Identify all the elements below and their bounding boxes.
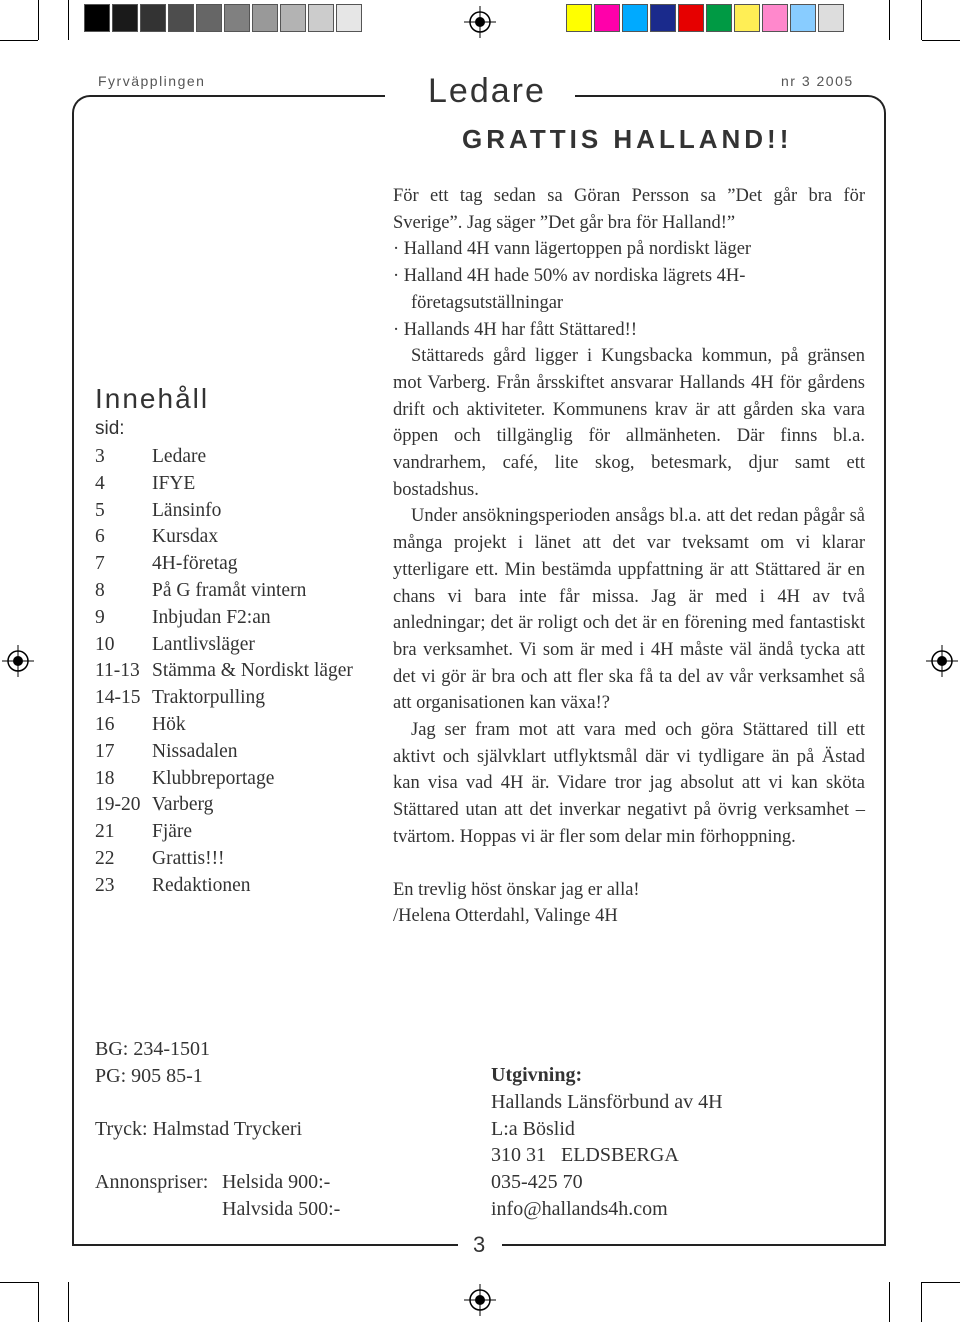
frame-bottom-left-line xyxy=(72,1244,458,1246)
gray-swatch xyxy=(140,4,166,32)
printer-info: Tryck: Halmstad Tryckeri xyxy=(95,1118,303,1140)
toc-item xyxy=(95,657,353,684)
toc-page: 4 xyxy=(95,472,105,494)
crop-mark-tl-v xyxy=(38,0,39,40)
crop-mark-br2-v xyxy=(889,1282,890,1322)
publisher-heading: Utgivning: xyxy=(491,1064,583,1086)
toc-page: 7 xyxy=(95,553,105,575)
toc-title: Fjäre xyxy=(152,821,193,843)
article-body xyxy=(393,183,865,930)
gray-swatch xyxy=(280,4,306,32)
crop-mark-tr-v xyxy=(921,0,922,40)
article-paragraph: Under ansökningsperioden ansågs bl.a. att det redan pågår så många projekt i länet att det var tveksamt om vi klarar ytterligare ett. Min bestämda uppfattning är att Stättared är en chans vi bara inte får missa. Jag är med i 4H av två anledningar; det är roligt och det är en förening med fantastiskt bra verksamhet. Vi som är med i 4H måste väl ändå tycka att det vi gör är bra och att fler ska få ta del av vår verksamhet så att organisationen kan växa!? xyxy=(393,506,865,714)
toc-page: 3 xyxy=(95,446,105,467)
frame-left-lower xyxy=(72,1150,74,1246)
issue-number: nr 3 2005 xyxy=(781,73,854,89)
toc-title: På G framåt vintern xyxy=(152,580,307,601)
toc-item xyxy=(95,872,251,899)
toc-page: 18 xyxy=(95,767,115,789)
crop-mark-tr-h xyxy=(922,40,960,41)
toc-item xyxy=(95,791,213,818)
gray-swatch xyxy=(112,4,138,32)
crop-mark-tl-h xyxy=(0,40,38,41)
registration-mark-right xyxy=(926,645,958,677)
toc-page: 10 xyxy=(95,633,115,655)
toc-page: 11-13 xyxy=(95,660,140,682)
toc-item xyxy=(95,845,225,872)
gray-swatch xyxy=(168,4,194,32)
toc-item xyxy=(95,497,221,524)
publisher-line: 035-425 70 xyxy=(491,1171,583,1193)
toc-title: Ledare xyxy=(152,446,207,467)
crop-mark-br-v xyxy=(921,1282,922,1322)
ad-prices-label: Annonspriser: xyxy=(95,1171,209,1193)
publisher-email: info@hallands4h.com xyxy=(491,1198,668,1220)
crop-mark-tr2-v xyxy=(889,0,890,40)
color-swatch xyxy=(818,4,844,32)
article-bullet: · Halland 4H vann lägertoppen på nordiskt läger xyxy=(393,239,752,260)
toc-item xyxy=(95,604,271,631)
toc-item xyxy=(95,550,238,577)
gray-swatch xyxy=(308,4,334,32)
toc-title: Stämma & Nordiskt läger xyxy=(152,660,353,682)
toc-item xyxy=(95,631,255,658)
toc-title: Inbjudan F2:an xyxy=(152,606,271,628)
section-title: Ledare xyxy=(420,72,554,111)
toc-page: 14-15 xyxy=(95,687,141,709)
frame-right-lower xyxy=(884,1150,886,1246)
toc-item xyxy=(95,523,218,550)
gray-swatch xyxy=(224,4,250,32)
color-swatch xyxy=(678,4,704,32)
article-closing: En trevlig höst önskar jag er alla! xyxy=(393,879,640,900)
toc-page: 21 xyxy=(95,821,115,843)
registration-mark-bottom xyxy=(464,1284,496,1316)
toc-page: 23 xyxy=(95,874,115,896)
article-paragraph: Jag ser fram mot att vara med och göra Stättared till ett aktivt och självklart utflyktsmål där vi tydligare än på Ästad kan visa vad 4H är. Vidare tror jag absolut att vi kan sköta Stättared utan att det inverkar negativt på övrig verksamhet – tvärtom. Hoppas vi är fler som delar min förhoppning. xyxy=(393,720,865,847)
gray-swatch xyxy=(336,4,362,32)
toc-item xyxy=(95,443,206,470)
registration-mark-top xyxy=(464,6,496,38)
article-paragraph: Stättareds gård ligger i Kungsbacka kommun, på gränsen mot Varberg. Från årsskiftet ansvarar Hallands 4H för gårdens drift och aktiviteter. Kommunens krav är att gården ska vara öppen och tillgänglig för allmänheten. Där finns bl.a. vandrarhem, café, lite skog, betesmark, djur samt ett bostadshus. xyxy=(393,346,865,500)
toc-title: IFYE xyxy=(152,472,196,494)
color-swatch xyxy=(734,4,760,32)
gray-swatch xyxy=(252,4,278,32)
crop-mark-bl-v xyxy=(38,1282,39,1322)
toc-title: Lantlivsläger xyxy=(152,633,255,655)
article-bullet: · Halland 4H hade 50% av nordiska lägrets 4H-företagsutställningar xyxy=(393,266,746,313)
color-swatch xyxy=(566,4,592,32)
toc-page: 16 xyxy=(95,714,115,735)
gray-swatch xyxy=(196,4,222,32)
color-swatch xyxy=(762,4,788,32)
toc-page: 6 xyxy=(95,526,105,548)
publication-name: Fyrväpplingen xyxy=(98,73,206,89)
toc-title: 4H-företag xyxy=(152,553,238,575)
color-swatch xyxy=(622,4,648,32)
toc-page: 19-20 xyxy=(95,794,141,816)
publisher-line: 310 31 ELDSBERGA xyxy=(491,1144,679,1166)
frame-bottom-right-line xyxy=(502,1244,886,1246)
toc-item xyxy=(95,738,238,765)
toc-title: Klubbreportage xyxy=(152,767,275,789)
article-intro: För ett tag sedan sa Göran Persson sa ”Det går bra för Sverige”. Jag säger ”Det går bra för Halland!” xyxy=(393,186,865,233)
bankgiro: BG: 234-1501 xyxy=(95,1038,210,1060)
toc-title: Varberg xyxy=(152,794,214,816)
article-bullet: · Hallands 4H har fått Stättared!! xyxy=(393,319,638,340)
publisher-line: Hallands Länsförbund av 4H xyxy=(491,1091,723,1113)
toc-title: Redaktionen xyxy=(152,874,251,896)
gray-swatch xyxy=(84,4,110,32)
toc-page: 17 xyxy=(95,740,115,762)
toc-subheading: sid: xyxy=(95,418,125,439)
toc-title: Länsinfo xyxy=(152,499,222,521)
toc-title: Grattis!!! xyxy=(152,848,225,869)
ad-price-half: Halvsida 500:- xyxy=(222,1198,341,1220)
toc-page: 8 xyxy=(95,580,105,601)
toc-page: 9 xyxy=(95,606,105,628)
toc-item xyxy=(95,684,265,711)
crop-mark-bl2-v xyxy=(68,1282,69,1322)
article-signature: /Helena Otterdahl, Valinge 4H xyxy=(393,906,618,927)
ad-price-full: Helsida 900:- xyxy=(222,1171,331,1193)
crop-mark-br-h xyxy=(922,1282,960,1283)
toc-item xyxy=(95,577,306,604)
color-swatch xyxy=(594,4,620,32)
registration-mark-left xyxy=(2,645,34,677)
toc-item xyxy=(95,470,195,497)
toc-title: Traktorpulling xyxy=(152,687,266,709)
toc-item xyxy=(95,711,186,738)
color-swatch xyxy=(650,4,676,32)
color-swatch xyxy=(790,4,816,32)
crop-mark-bl-h xyxy=(0,1282,38,1283)
toc-page: 22 xyxy=(95,848,115,869)
toc-item xyxy=(95,818,192,845)
toc-item xyxy=(95,765,274,792)
publisher-line: L:a Böslid xyxy=(491,1118,575,1140)
color-swatch xyxy=(706,4,732,32)
toc-title: Hök xyxy=(152,714,186,735)
toc-title: Nissadalen xyxy=(152,740,238,762)
page-number: 3 xyxy=(465,1232,493,1258)
crop-mark-tl2-v xyxy=(68,0,69,40)
toc-heading: Innehåll xyxy=(95,383,210,414)
plusgiro: PG: 905 85-1 xyxy=(95,1065,203,1087)
toc-page: 5 xyxy=(95,499,105,521)
article-title: GRATTIS HALLAND!! xyxy=(462,124,793,154)
toc-title: Kursdax xyxy=(152,526,219,548)
